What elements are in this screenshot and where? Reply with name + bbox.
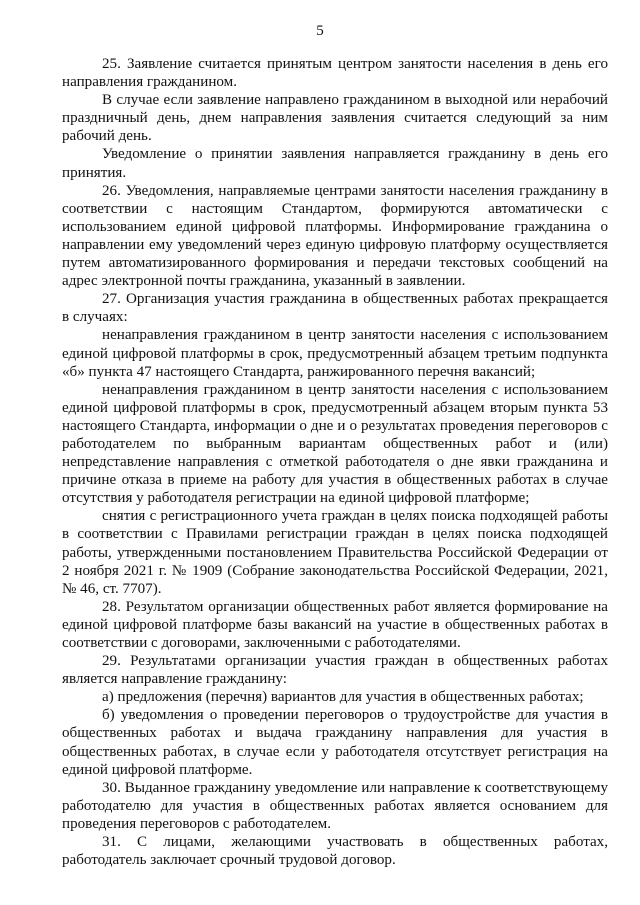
page-number: 5 [316,23,324,39]
paragraph-27: 27. Организация участия гражданина в общественных работах прекращается в случаях: [62,291,608,326]
paragraph-27-case-3: снятия с регистрационного учета граждан в целях поиска подходящей работы в соответствии с Правилами регистрации граждан в целях поиска подходящей работы, утвержденными постановлением Правительства Российской Федерации от 2 ноября 2021 г. № 1909 (Собрание законодательства Российской Федерации, 2021, № 46, ст. 7707). [62,508,608,597]
paragraph-25-notice: Уведомление о принятии заявления направляется гражданину в день его принятия. [62,146,608,181]
paragraph-29: 29. Результатами организации участия граждан в общественных работах является направление гражданину: [62,653,608,688]
paragraph-31: 31. С лицами, желающими участвовать в общественных работах, работодатель заключает срочный трудовой договор. [62,834,608,869]
paragraph-27-case-1: ненаправления гражданином в центр занятости населения с использованием единой цифровой платформы в срок, предусмотренный абзацем третьим подпункта «б» пункта 47 настоящего Стандарта, ранжированного перечня вакансий; [62,327,608,380]
paragraph-28: 28. Результатом организации общественных работ является формирование на единой цифровой платформе базы вакансий на участие в общественных работах в соответствии с договорами, заключенными с работодателями. [62,598,608,651]
paragraph-25-holiday: В случае если заявление направлено гражданином в выходной или нерабочий праздничный день, днем направления заявления считается следующий за ним рабочий день. [62,92,608,145]
paragraph-29-a: а) предложения (перечня) вариантов для участия в общественных работах; [102,689,584,706]
paragraph-26: 26. Уведомления, направляемые центрами занятости населения гражданину в соответствии с настоящим Стандартом, формируются автоматически с использованием единой цифровой платформы. Информирование гражданина о направлении ему уведомлений через единую цифровую платформу осуществляется путем автоматизированного формирования и передачи текстовых сообщений на адрес электронной почты гражданина, указанный в заявлении. [62,182,608,290]
paragraph-25: 25. Заявление считается принятым центром занятости населения в день его направления гражданином. [62,56,608,91]
paragraph-27-case-2: ненаправления гражданином в центр занятости населения с использованием единой цифровой платформы в срок, предусмотренный абзацем вторым пункта 53 настоящего Стандарта, информации о дне и о результатах проведения переговоров с работодателем по выбранным вариантам общественных работ и (или) непредставление направления с отметкой работодателя о дне явки гражданина и причине отказа в приеме на работу для участия в общественных работах в случае отсутствия у работодателя регистрации на единой цифровой платформе; [62,381,608,507]
document-body [62,55,608,869]
paragraph-30: 30. Выданное гражданину уведомление или направление к соответствующему работодателю для участия в общественных работах является основанием для проведения переговоров с работодателем. [62,779,608,832]
paragraph-29-b: б) уведомления о проведении переговоров о трудоустройстве для участия в общественных работах и выдача гражданину направления для участия в общественных работах, в случае если у работодателя отсутствует регистрация на единой цифровой платформе. [62,707,608,778]
